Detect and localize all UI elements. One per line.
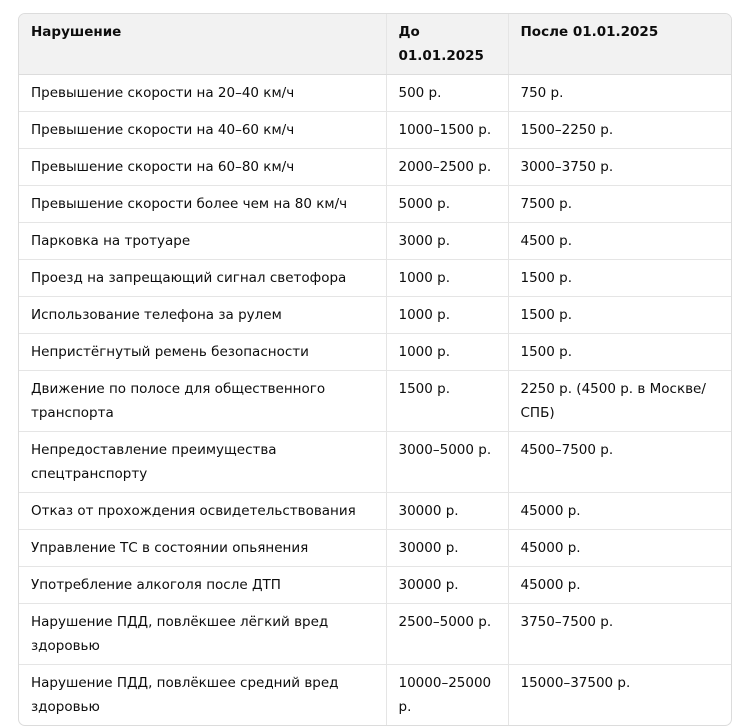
cell-before: 1000 р. [386,260,508,297]
cell-before: 10000–25000 р. [386,665,508,726]
cell-after: 4500–7500 р. [508,432,731,493]
table-row [19,567,731,604]
table-row [19,149,731,186]
cell-after: 45000 р. [508,493,731,530]
cell-violation: Управление ТС в состоянии опьянения [19,530,386,567]
cell-after: 15000–37500 р. [520,675,631,691]
cell-violation: Использование телефона за рулем [19,297,386,334]
cell-before: 1000 р. [386,297,508,334]
table-row [19,493,731,530]
cell-violation: Употребление алкоголя после ДТП [19,567,386,604]
header-violation: Нарушение [19,14,386,75]
cell-before: 30000 р. [386,530,508,567]
table-row [19,432,731,493]
cell-violation: Превышение скорости более чем на 80 км/ч [19,186,386,223]
cell-after: 750 р. [508,75,731,112]
table-row [19,186,731,223]
cell-before: 2000–2500 р. [386,149,508,186]
header-after: После 01.01.2025 [508,14,731,75]
cell-violation: Превышение скорости на 60–80 км/ч [19,149,386,186]
cell-before: 3000–5000 р. [386,432,508,493]
table-row [19,371,731,432]
cell-after: 4500 р. [508,223,731,260]
cell-violation: Превышение скорости на 20–40 км/ч [19,75,386,112]
table-row [19,530,731,567]
cell-violation: Нарушение ПДД, повлёкшее лёгкий вред здоровью [19,604,386,665]
cell-violation: Непристёгнутый ремень безопасности [19,334,386,371]
cell-violation: Проезд на запрещающий сигнал светофора [19,260,386,297]
cell-after: 45000 р. [508,530,731,567]
table-row [19,297,731,334]
cell-before: 30000 р. [386,567,508,604]
cell-before: 1000 р. [386,334,508,371]
cell-before: 500 р. [386,75,508,112]
cell-violation: Отказ от прохождения освидетельствования [19,493,386,530]
cell-after: 7500 р. [508,186,731,223]
cell-after: 45000 р. [508,567,731,604]
cell-after: 3000–3750 р. [508,149,731,186]
header-before: До 01.01.2025 [386,14,508,75]
cell-after: 1500 р. [508,334,731,371]
cell-before: 1000–1500 р. [386,112,508,149]
table-row [19,665,731,726]
cell-after: 1500–2250 р. [508,112,731,149]
table-row [19,334,731,371]
fines-table [19,14,731,725]
table-row [19,223,731,260]
cell-violation: Нарушение ПДД, повлёкшее средний вред здоровью [19,665,386,726]
cell-after: 1500 р. [508,260,731,297]
cell-violation: Превышение скорости на 40–60 км/ч [19,112,386,149]
cell-after: 3750–7500 р. [508,604,731,665]
cell-after: 1500 р. [508,297,731,334]
cell-violation: Непредоставление преимущества спецтранспорту [19,432,386,493]
table-header-row [19,14,731,75]
cell-violation: Движение по полосе для общественного транспорта [19,371,386,432]
table-row [19,75,731,112]
cell-violation: Парковка на тротуаре [19,223,386,260]
cell-after: 2250 р. (4500 р. в Москве/СПБ) [508,371,731,432]
table-row [19,260,731,297]
cell-before: 3000 р. [386,223,508,260]
cell-before: 1500 р. [386,371,508,432]
fines-table-container [18,13,732,726]
cell-before: 5000 р. [386,186,508,223]
table-row [19,112,731,149]
table-row [19,604,731,665]
cell-before: 30000 р. [386,493,508,530]
cell-before: 2500–5000 р. [386,604,508,665]
